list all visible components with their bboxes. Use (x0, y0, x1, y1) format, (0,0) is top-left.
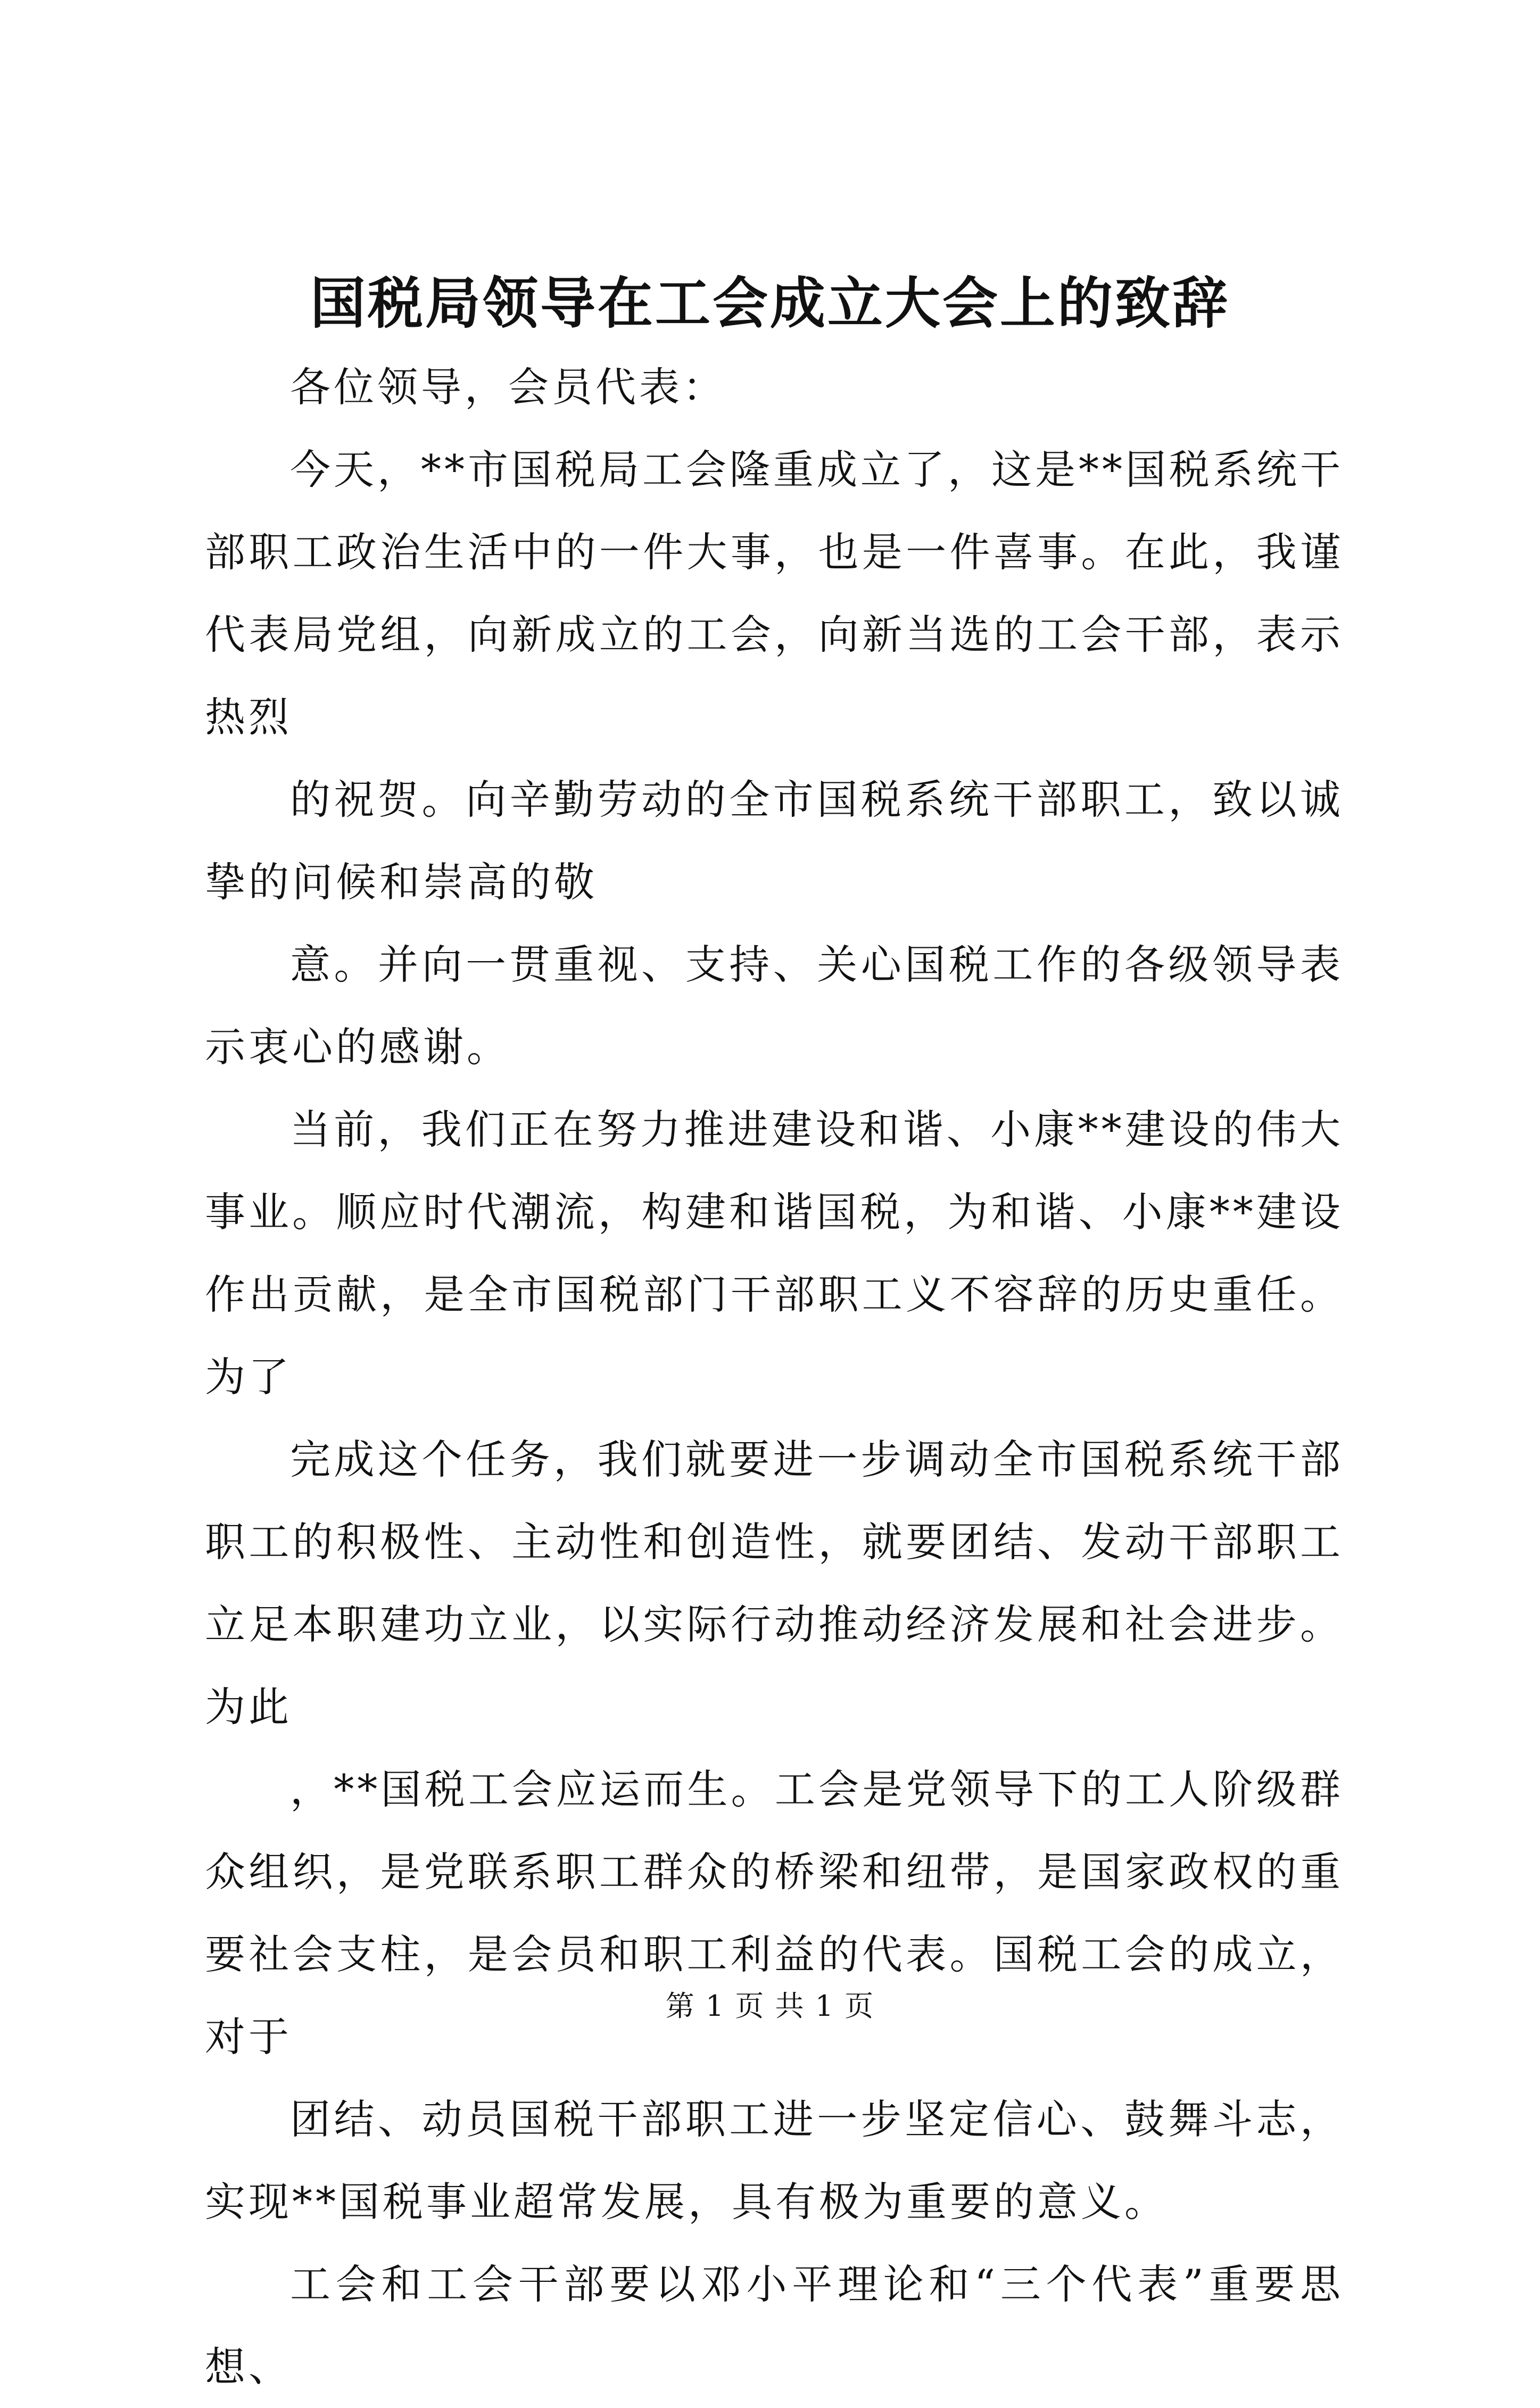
paragraph-salutation: 各位领导，会员代表： (290, 363, 726, 411)
paragraph: 今天，**市国税局工会隆重成立了，这是**国税系统干部职工政治生活中的一件大事，也是一件喜事。在此，我谨代表局党组，向新成立的工会，向新当选的工会干部，表示热烈 (205, 446, 1344, 741)
paragraph: ，**国税工会应运而生。工会是党领导下的工人阶级群众组织，是党联系职工群众的桥梁和纽带，是国家政权的重要社会支柱，是会员和职工利益的代表。国税工会的成立，对于 (205, 1766, 1344, 2061)
page-footer: 第 1 页 共 1 页 (665, 1989, 875, 2023)
paragraph: 团结、动员国税干部职工进一步坚定信心、鼓舞斗志，实现**国税事业超常发展，具有极为重要的意义。 (205, 2096, 1344, 2225)
paragraph: 的祝贺。向辛勤劳动的全市国税系统干部职工，致以诚挚的问候和崇高的敬 (205, 776, 1344, 906)
paragraph: 工会和工会干部要以邓小平理论和“三个代表”重要思想、 (205, 2261, 1344, 2390)
document-title: 国税局领导在工会成立大会上的致辞 (310, 270, 1230, 336)
paragraph: 意。并向一贯重视、支持、关心国税工作的各级领导表示衷心的感谢。 (205, 941, 1344, 1071)
paragraph: 当前，我们正在努力推进建设和谐、小康**建设的伟大事业。顺应时代潮流，构建和谐国税，为和谐、小康**建设作出贡献，是全市国税部门干部职工义不容辞的历史重任。为了 (205, 1106, 1344, 1401)
document-body (205, 346, 1344, 2408)
paragraph: 完成这个任务，我们就要进一步调动全市国税系统干部职工的积极性、主动性和创造性，就要团结、发动干部职工立足本职建功立业，以实际行动推动经济发展和社会进步。为此 (205, 1436, 1344, 1731)
